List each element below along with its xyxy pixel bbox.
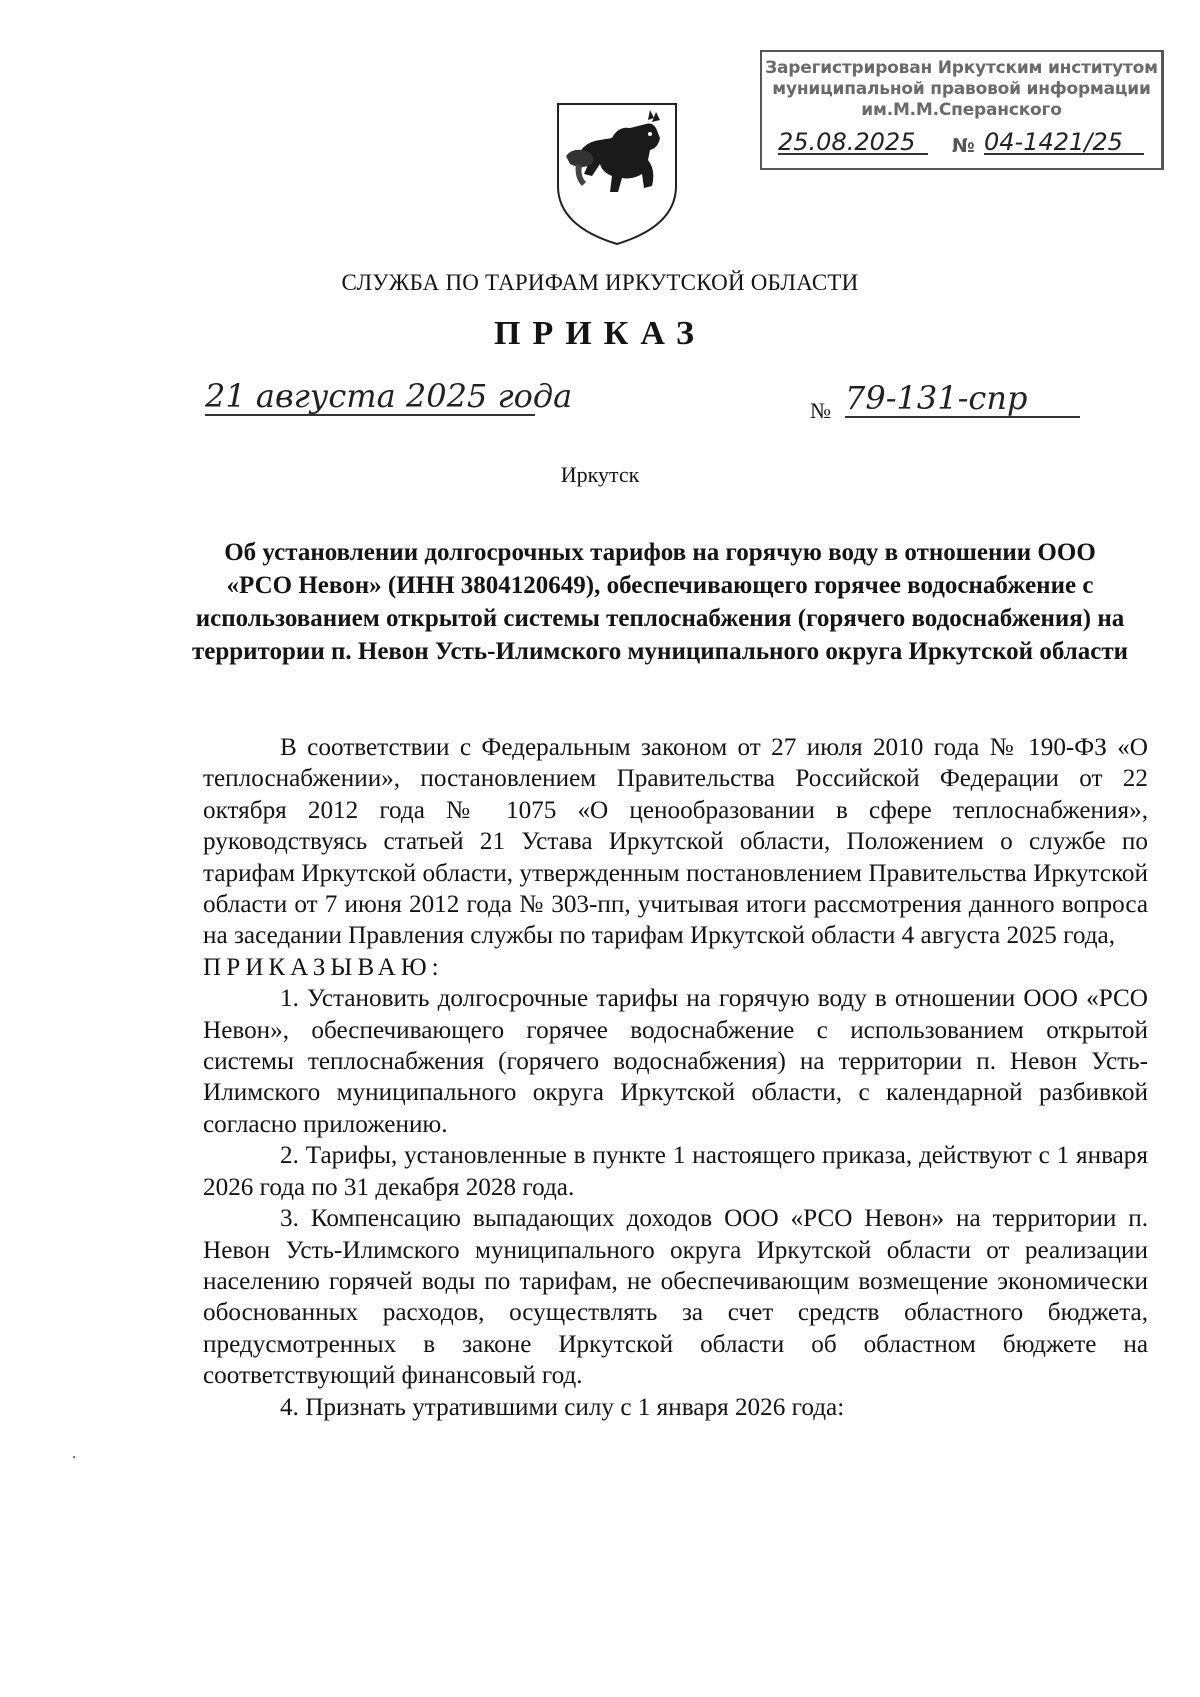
stamp-line: муниципальной правовой информации — [772, 79, 1151, 99]
stamp-line: Зарегистрирован Иркутским институтом — [765, 58, 1158, 78]
agency-name: СЛУЖБА ПО ТАРИФАМ ИРКУТСКОЙ ОБЛАСТИ — [341, 270, 859, 295]
stamp-registration-date: 25.08.2025 — [778, 132, 928, 155]
order-body — [203, 732, 1148, 1423]
irkutsk-coat-of-arms-icon — [552, 98, 682, 248]
order-directive-word: ПРИКАЗЫВАЮ: — [203, 953, 444, 981]
stamp-number-label: № — [952, 135, 975, 157]
stamp-registration-number: 04-1421/25 — [984, 132, 1144, 155]
stamp-registration-line — [772, 128, 1151, 164]
city-name: Иркутск — [560, 462, 640, 487]
number-label: № — [810, 398, 831, 423]
order-item: 4. Признать утратившими силу с 1 января 2026 года: — [280, 1393, 845, 1421]
stamp-line: им.М.М.Сперанского — [861, 100, 1062, 120]
handwritten-order-number: 79-131-спр — [845, 380, 1080, 418]
order-subject-heading: Об установлении долгосрочных тарифов на горячую воду в отношении ООО «РСО Невон» (ИНН 3804120649), обеспечивающего горячее водоснабжение с использованием открытой системы теплоснабжения (горячего водоснабжения) на территории п. Невон Усть-Илимского муниципального округа Иркутской области — [191, 539, 1129, 665]
document-type-title: ПРИКАЗ — [494, 315, 706, 352]
preamble-paragraph: В соответствии с Федеральным законом от 27 июля 2010 года № 190-ФЗ «О теплоснабжении», постановлением Правительства Российской Федерации от 22 октября 2012 года № 1075 «О ценообразовании в сфере теплоснабжения», руководствуясь статьей 21 Устава Иркутской области, Положением о службе по тарифам Иркутской области, утвержденным постановлением Правительства Иркутской области от 7 июня 2012 года № 303-пп, учитывая итоги рассмотрения данного вопроса на заседании Правления службы по тарифам Иркутской области 4 августа 2025 года, — [203, 734, 1148, 950]
scan-speck — [73, 1456, 75, 1458]
registration-stamp — [760, 50, 1164, 170]
order-item: 1. Установить долгосрочные тарифы на горячую воду в отношении ООО «РСО Невон», обеспечивающего горячее водоснабжение с использованием открытой системы теплоснабжения (горячего водоснабжения) на территории п. Невон Усть-Илимского муниципального округа Иркутской области, с календарной разбивкой согласно приложению. — [203, 985, 1148, 1138]
order-item: 2. Тарифы, установленные в пункте 1 настоящего приказа, действуют с 1 января 2026 года по 31 декабря 2028 года. — [203, 1142, 1148, 1201]
order-item: 3. Компенсацию выпадающих доходов ООО «РСО Невон» на территории п. Невон Усть-Илимского муниципального округа Иркутской области от реализации населению горячей воды по тарифам, не обеспечивающим возмещение экономически обоснованных расходов, осуществлять за счет средств областного бюджета, предусмотренных в законе Иркутской области об областном бюджете на соответствующий финансовый год. — [203, 1205, 1148, 1390]
handwritten-date: 21 августа 2025 года — [205, 377, 573, 415]
